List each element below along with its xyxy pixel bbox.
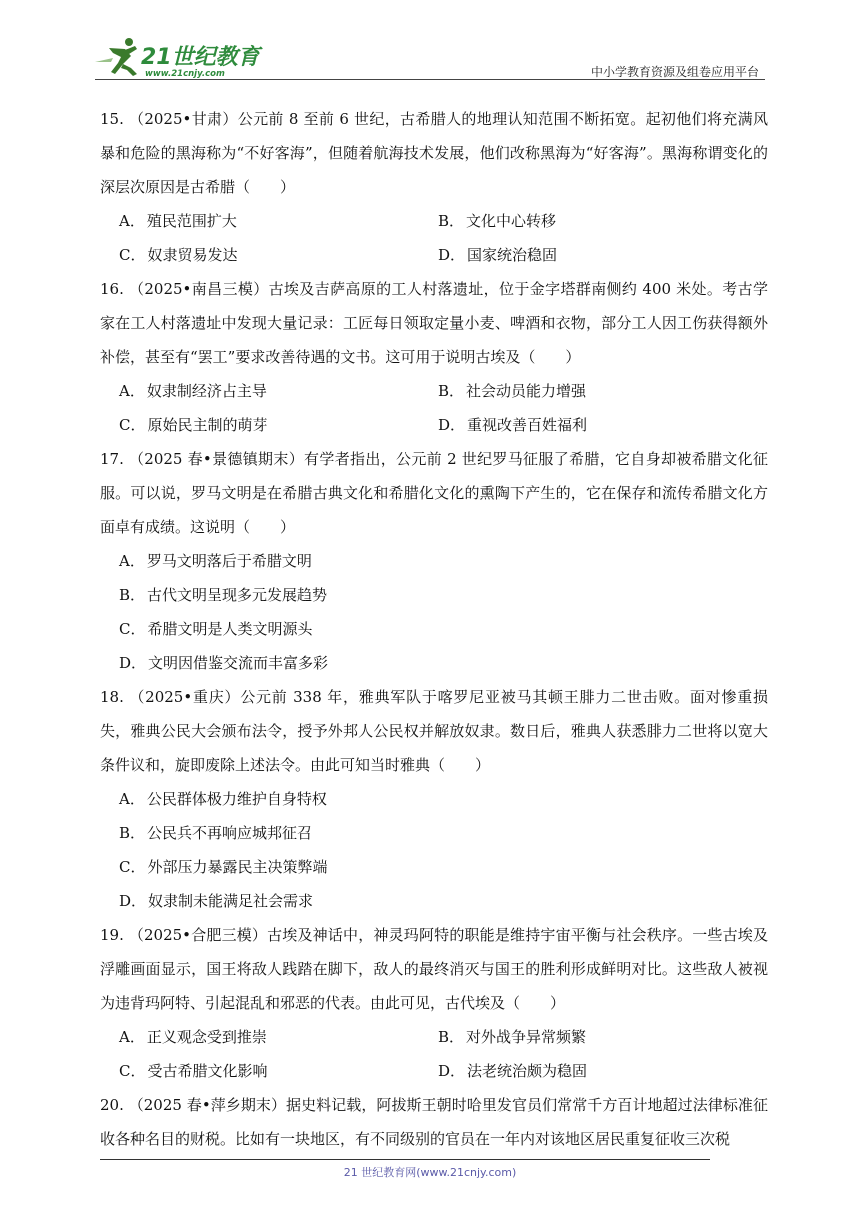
option-text: 奴隶制未能满足社会需求 — [148, 892, 314, 910]
options — [100, 1020, 768, 1088]
option-row — [100, 1054, 768, 1088]
option-letter: C． — [119, 858, 146, 876]
option-d — [419, 1054, 738, 1088]
question-number: 17. — [100, 450, 124, 468]
question-stem — [100, 272, 768, 374]
footer-divider — [100, 1159, 710, 1160]
option-letter: C． — [119, 416, 146, 434]
option-c — [100, 238, 419, 272]
option-row — [100, 816, 768, 850]
option-c — [100, 612, 313, 646]
question-20 — [100, 1088, 768, 1156]
option-row — [100, 578, 768, 612]
option-letter: A． — [119, 1028, 145, 1046]
question-stem — [100, 680, 768, 782]
logo-21cnjy — [95, 36, 265, 78]
option-text: 罗马文明落后于希腊文明 — [146, 552, 312, 570]
option-c — [100, 1054, 419, 1088]
question-number: 20. — [100, 1096, 124, 1114]
option-c — [100, 408, 419, 442]
question-text: （2025•甘肃）公元前 8 至前 6 世纪，古希腊人的地理认知范围不断拓宽。起初他们将充满风暴和危险的黑海称为“不好客海”，但随着航海技术发展，他们改称黑海为“好客海”。黑海称谓变化的深层次原因是古希腊（ ） — [100, 110, 768, 196]
option-letter: C． — [119, 1062, 146, 1080]
runner-figure-icon — [95, 38, 137, 76]
option-letter: B． — [438, 382, 465, 400]
option-letter: D． — [119, 654, 147, 672]
option-a — [100, 1020, 419, 1054]
option-letter: D． — [119, 892, 147, 910]
option-text: 公民兵不再响应城邦征召 — [147, 824, 313, 842]
option-letter: B． — [438, 212, 465, 230]
option-text: 文化中心转移 — [466, 212, 557, 230]
option-row — [100, 544, 768, 578]
option-c — [100, 850, 328, 884]
option-b — [419, 374, 738, 408]
question-17 — [100, 442, 768, 680]
option-letter: B． — [119, 586, 146, 604]
option-a — [100, 204, 419, 238]
option-letter: C． — [119, 620, 146, 638]
question-stem — [100, 102, 768, 204]
question-18 — [100, 680, 768, 918]
option-text: 正义观念受到推崇 — [146, 1028, 267, 1046]
option-letter: D． — [438, 416, 466, 434]
logo-url: www.21cnjy.com — [145, 69, 225, 78]
options — [100, 374, 768, 442]
option-text: 社会动员能力增强 — [466, 382, 587, 400]
option-row — [100, 374, 768, 408]
options — [100, 782, 768, 918]
option-row — [100, 408, 768, 442]
option-text: 受古希腊文化影响 — [147, 1062, 268, 1080]
option-text: 殖民范围扩大 — [146, 212, 237, 230]
header-divider — [95, 79, 765, 80]
footer-site: 21 世纪教育网(www.21cnjy.com) — [343, 1166, 517, 1179]
question-stem — [100, 442, 768, 544]
option-text: 原始民主制的萌芽 — [147, 416, 268, 434]
option-row — [100, 884, 768, 918]
option-text: 文明因借鉴交流而丰富多彩 — [148, 654, 329, 672]
option-b — [100, 578, 327, 612]
option-letter: D． — [438, 1062, 466, 1080]
question-text: （2025•南昌三模）古埃及吉萨高原的工人村落遗址，位于金字塔群南侧约 400 米处。考古学家在工人村落遗址中发现大量记录：工匠每日领取定量小麦、啤酒和衣物，部分工人因工伤获得额外补偿，甚至有“罢工”要求改善待遇的文书。这可用于说明古埃及（ ） — [100, 280, 768, 366]
question-number: 18. — [100, 688, 124, 706]
option-row — [100, 204, 768, 238]
option-text: 奴隶制经济占主导 — [146, 382, 267, 400]
question-text: （2025 春•景德镇期末）有学者指出，公元前 2 世纪罗马征服了希腊，它自身却被希腊文化征服。可以说，罗马文明是在希腊古典文化和希腊化文化的熏陶下产生的，它在保存和流传希腊文化方面卓有成绩。这说明（ ） — [100, 450, 768, 536]
options — [100, 544, 768, 680]
option-text: 对外战争异常频繁 — [466, 1028, 587, 1046]
options — [100, 204, 768, 272]
question-text: （2025•重庆）公元前 338 年，雅典军队于喀罗尼亚被马其顿王腓力二世击败。面对惨重损失，雅典公民大会颁布法令，授予外邦人公民权并解放奴隶。数日后，雅典人获悉腓力二世将以宽大条件议和，旋即废除上述法令。由此可知当时雅典（ ） — [100, 688, 768, 774]
option-text: 外部压力暴露民主决策弊端 — [147, 858, 328, 876]
option-letter: C． — [119, 246, 146, 264]
option-d — [100, 884, 313, 918]
question-text: （2025 春•萍乡期末）据史料记载，阿拔斯王朝时哈里发官员们常常千方百计地超过法律标准征收各种名目的财税。比如有一块地区，有不同级别的官员在一年内对该地区居民重复征收三次税 — [100, 1096, 768, 1148]
option-b — [419, 204, 738, 238]
option-a — [100, 374, 419, 408]
option-letter: B． — [438, 1028, 465, 1046]
option-row — [100, 850, 768, 884]
option-letter: A． — [119, 790, 145, 808]
option-a — [100, 782, 327, 816]
option-row — [100, 646, 768, 680]
question-stem — [100, 918, 768, 1020]
option-text: 法老统治颇为稳固 — [467, 1062, 588, 1080]
option-row — [100, 1020, 768, 1054]
option-d — [419, 408, 738, 442]
option-a — [100, 544, 312, 578]
option-row — [100, 238, 768, 272]
option-letter: D． — [438, 246, 466, 264]
option-row — [100, 782, 768, 816]
option-letter: A． — [119, 382, 145, 400]
option-letter: A． — [119, 212, 145, 230]
option-text: 公民群体极力维护自身特权 — [146, 790, 327, 808]
option-b — [419, 1020, 738, 1054]
option-b — [100, 816, 312, 850]
option-d — [419, 238, 738, 272]
option-text: 国家统治稳固 — [467, 246, 558, 264]
option-row — [100, 612, 768, 646]
question-19 — [100, 918, 768, 1088]
option-text: 奴隶贸易发达 — [147, 246, 238, 264]
option-text: 希腊文明是人类文明源头 — [147, 620, 313, 638]
question-16 — [100, 272, 768, 442]
question-15 — [100, 102, 768, 272]
question-text: （2025•合肥三模）古埃及神话中，神灵玛阿特的职能是维持宇宙平衡与社会秩序。一些古埃及浮雕画面显示，国王将敌人践踏在脚下，敌人的最终消灭与国王的胜利形成鲜明对比。这些敌人被视为违背玛阿特、引起混乱和邪恶的代表。由此可见，古代埃及（ ） — [100, 926, 768, 1012]
option-letter: A． — [119, 552, 145, 570]
question-stem — [100, 1088, 768, 1156]
question-list — [100, 102, 768, 1156]
option-text: 重视改善百姓福利 — [467, 416, 588, 434]
question-number: 15. — [100, 110, 124, 128]
option-text: 古代文明呈现多元发展趋势 — [147, 586, 328, 604]
page-header — [95, 30, 765, 80]
platform-name: 中小学教育资源及组卷应用平台 — [590, 65, 759, 79]
option-d — [100, 646, 328, 680]
logo-text: 21世纪教育 — [141, 45, 260, 70]
question-number: 16. — [100, 280, 124, 298]
option-letter: B． — [119, 824, 146, 842]
question-number: 19. — [100, 926, 124, 944]
